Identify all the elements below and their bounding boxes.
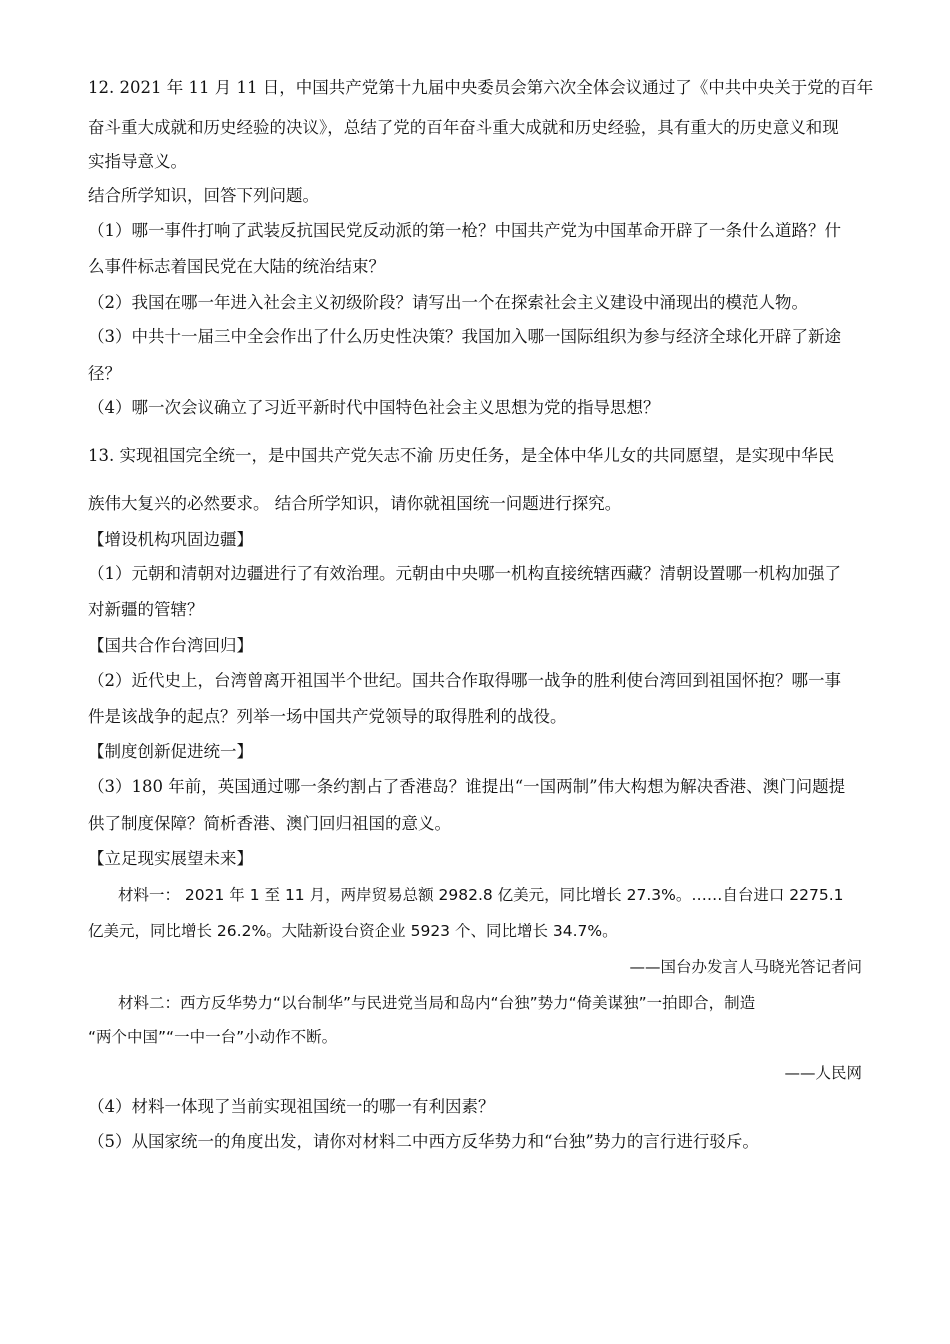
q13-sub2-line-2: 件是该战争的起点？列举一场中国共产党领导的取得胜利的战役。 — [88, 707, 567, 726]
q13-sub1-line-2: 对新疆的管辖？ — [88, 600, 204, 619]
q13-line-1: 13. 实现祖国完全统一，是中国共产党矢志不渝 历史任务，是全体中华儿女的共同愿望，是实现中华民 — [88, 446, 835, 465]
q13-sub2-line-1: （2）近代史上，台湾曾离开祖国半个世纪。国共合作取得哪一战争的胜利使台湾回到祖国怀抱？哪一事 — [88, 671, 841, 690]
q12-line-1: 12. 2021 年 11 月 11 日，中国共产党第十九届中央委员会第六次全体会议通过了《中共中央关于党的百年 — [88, 78, 874, 97]
q13-sub3-line-2: 供了制度保障？简析香港、澳门回归祖国的意义。 — [88, 814, 451, 833]
q13-sub1-line-1: （1）元朝和清朝对边疆进行了有效治理。元朝由中央哪一机构直接统辖西藏？清朝设置哪一机构加强了 — [88, 564, 841, 583]
q12-sub4: （4）哪一次会议确立了习近平新时代中国特色社会主义思想为党的指导思想？ — [88, 398, 660, 417]
material-2-source: ——人民网 — [784, 1064, 862, 1082]
q12-sub1-line-2: 么事件标志着国民党在大陆的统治结束？ — [88, 257, 385, 276]
q12-sub3-line-2: 径？ — [88, 364, 121, 383]
q13-sub4: （4）材料一体现了当前实现祖国统一的哪一有利因素？ — [88, 1097, 495, 1116]
q12-sub1-line-1: （1）哪一事件打响了武装反抗国民党反动派的第一枪？中国共产党为中国革命开辟了一条什么道路？什 — [88, 221, 841, 240]
q13-sub3-line-1: （3）180 年前，英国通过哪一条约割占了香港岛？谁提出“一国两制”伟大构想为解决香港、澳门问题提 — [88, 777, 846, 796]
material-1-source: ——国台办发言人马晓光答记者问 — [629, 958, 862, 976]
material-1-line-1: 材料一： 2021 年 1 至 11 月，两岸贸易总额 2982.8 亿美元，同比增长 27.3%。……自台进口 2275.1 — [118, 886, 844, 904]
material-2-line-2: “两个中国”“一中一台”小动作不断。 — [88, 1028, 338, 1046]
q13-heading-2: 【国共合作台湾回归】 — [88, 636, 253, 655]
q13-line-2: 族伟大复兴的必然要求。 结合所学知识，请你就祖国统一问题进行探究。 — [88, 494, 622, 513]
q13-sub5: （5）从国家统一的角度出发，请你对材料二中西方反华势力和“台独”势力的言行进行驳斥。 — [88, 1132, 759, 1151]
q13-heading-4: 【立足现实展望未来】 — [88, 849, 253, 868]
q13-heading-3: 【制度创新促进统一】 — [88, 742, 253, 761]
q13-heading-1: 【增设机构巩固边疆】 — [88, 530, 253, 549]
q12-sub3-line-1: （3）中共十一届三中全会作出了什么历史性决策？我国加入哪一国际组织为参与经济全球化开辟了新途 — [88, 327, 841, 346]
q12-line-3: 实指导意义。 — [88, 152, 187, 171]
q12-sub2: （2）我国在哪一年进入社会主义初级阶段？请写出一个在探索社会主义建设中涌现出的模范人物。 — [88, 293, 808, 312]
material-2-line-1: 材料二：西方反华势力“以台制华”与民进党当局和岛内“台独”势力“倚美谋独”一拍即合，制造 — [118, 994, 756, 1012]
q12-line-2: 奋斗重大成就和历史经验的决议》，总结了党的百年奋斗重大成就和历史经验，具有重大的历史意义和现 — [88, 118, 839, 137]
q12-prompt: 结合所学知识，回答下列问题。 — [88, 186, 319, 205]
material-1-line-2: 亿美元，同比增长 26.2%。大陆新设台资企业 5923 个、同比增长 34.7%。 — [88, 922, 618, 940]
